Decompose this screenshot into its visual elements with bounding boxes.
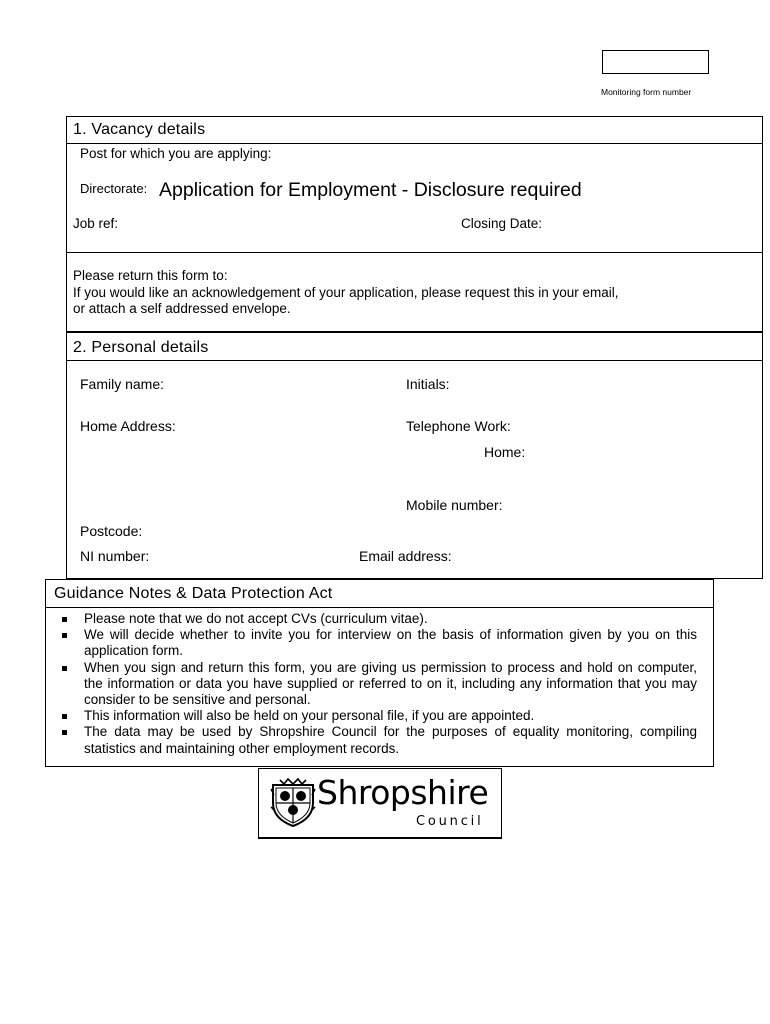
personal-section: [66, 332, 763, 579]
guidance-header-divider: [46, 607, 713, 608]
personal-header-divider: [67, 360, 762, 361]
home-address-label: Home Address:: [80, 418, 176, 434]
vacancy-heading: 1. Vacancy details: [73, 121, 206, 138]
directorate-label: Directorate:: [80, 181, 148, 196]
guidance-item: When you sign and return this form, you are giving us permission to process and hold on computer, the information or data you have supplied or referred to on it, including any information that you may consider to be sensitive and personal.: [60, 660, 697, 709]
initials-label: Initials:: [406, 376, 450, 392]
post-label: Post for which you are applying:: [80, 146, 272, 161]
jobref-label: Job ref:: [73, 216, 119, 231]
return-line-1: Please return this form to:: [73, 268, 228, 283]
bullet-icon: [62, 714, 67, 719]
vacancy-return-divider: [67, 252, 762, 253]
guidance-item: This information will also be held on your personal file, if you are appointed.: [60, 708, 697, 724]
family-name-label: Family name:: [80, 376, 165, 392]
mobile-number-label: Mobile number:: [406, 497, 503, 513]
guidance-list: [60, 611, 697, 757]
personal-heading: 2. Personal details: [73, 339, 209, 356]
monitoring-number-label: Monitoring form number: [601, 87, 692, 97]
return-line-2: If you would like an acknowledgement of your application, please request this in your email,: [73, 285, 619, 300]
form-title: Application for Employment - Disclosure required: [159, 179, 582, 201]
vacancy-header-divider: [67, 143, 762, 144]
email-address-label: Email address:: [359, 548, 452, 564]
monitoring-number-input[interactable]: [602, 50, 709, 74]
guidance-item: The data may be used by Shropshire Council for the purposes of equality monitoring, compiling statistics and maintaining other employment records.: [60, 724, 697, 756]
guidance-item: We will decide whether to invite you for interview on the basis of information given by you on this application form.: [60, 627, 697, 659]
telephone-home-label: Home:: [484, 444, 526, 460]
bullet-icon: [62, 666, 67, 671]
return-line-3: or attach a self addressed envelope.: [73, 301, 291, 316]
closing-date-label: Closing Date:: [461, 216, 543, 231]
logo-subtitle: Council: [416, 814, 484, 829]
logo-wordmark: Shropshire: [317, 773, 489, 812]
council-logo: [258, 768, 502, 839]
bullet-icon: [62, 633, 67, 638]
ni-number-label: NI number:: [80, 548, 150, 564]
telephone-work-label: Telephone Work:: [406, 418, 511, 434]
guidance-item: Please note that we do not accept CVs (curriculum vitae).: [60, 611, 697, 627]
council-crest-icon: [270, 777, 316, 827]
postcode-label: Postcode:: [80, 523, 143, 539]
bullet-icon: [62, 617, 67, 622]
bullet-icon: [62, 730, 67, 735]
guidance-heading: Guidance Notes & Data Protection Act: [54, 585, 333, 602]
